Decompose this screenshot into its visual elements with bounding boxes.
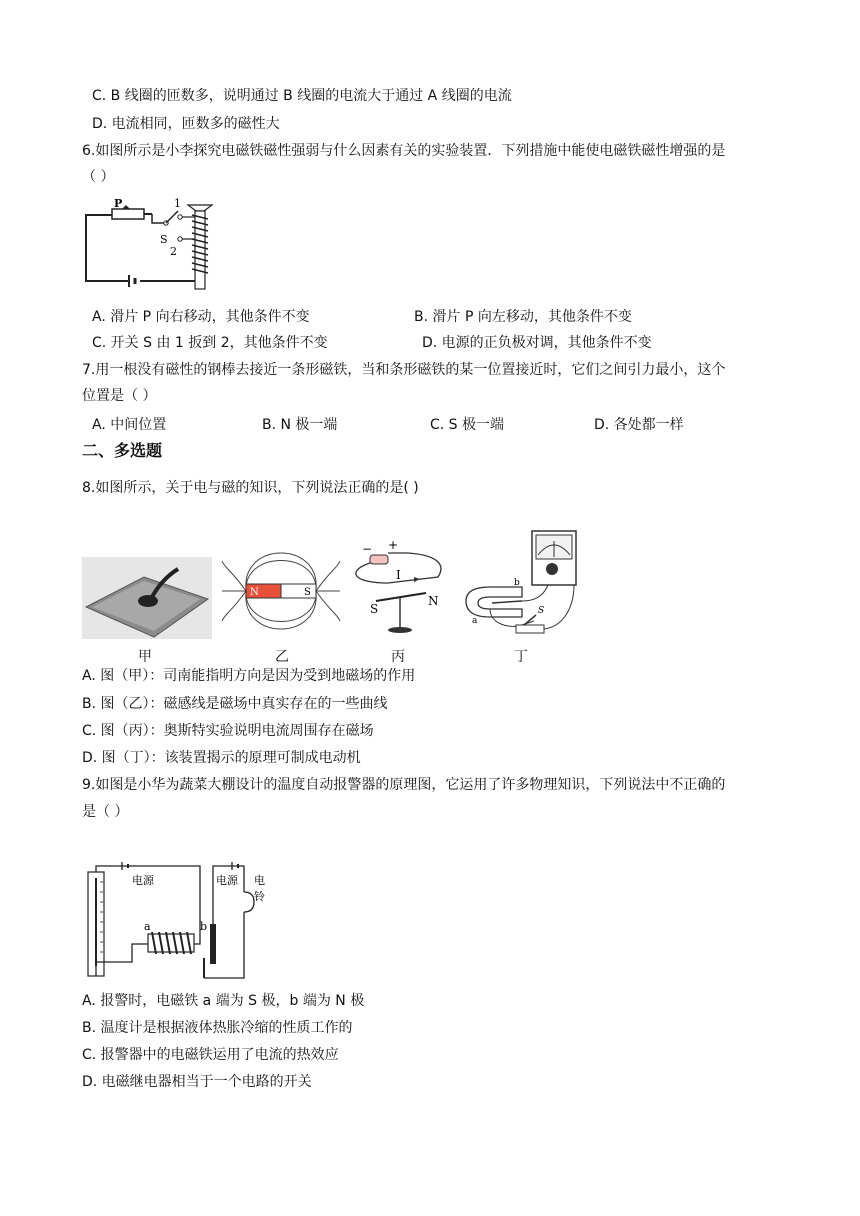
q8-bing-label-n: N: [428, 594, 439, 608]
q8-option-c: C. 图（丙）：奥斯特实验说明电流周围存在磁场: [82, 723, 374, 739]
q5-option-d: D. 电流相同，匝数多的磁性大: [92, 116, 280, 132]
q8-caption-bing: 丙: [391, 649, 405, 665]
q6-stem: 6.如图所示是小李探究电磁铁磁性强弱与什么因素有关的实验装置．下列措施中能使电磁铁磁性增强的是: [82, 143, 726, 159]
q9-label-power-left: 电源: [132, 874, 154, 887]
q9-option-c: C. 报警器中的电磁铁运用了电流的热效应: [82, 1047, 339, 1063]
q8-ding-label-b: b: [514, 578, 520, 588]
q6-electromagnet-figure: [82, 195, 222, 297]
q5-option-c: C. B 线圈的匝数多，说明通过 B 线圈的电流大于通过 A 线圈的电流: [92, 88, 512, 104]
q9-stem: 9.如图是小华为蔬菜大棚设计的温度自动报警器的原理图，它运用了许多物理知识，下列说法中不正确的: [82, 777, 726, 793]
q6-option-b: B. 滑片 P 向左移动，其他条件不变: [414, 309, 632, 325]
q8-yi-label-s: S: [304, 587, 311, 598]
q7-option-b: B. N 极一端: [262, 417, 338, 433]
q6-label-p: P: [114, 197, 123, 210]
q7-option-c: C. S 极一端: [430, 417, 505, 433]
q6-stem-blank: （ ）: [82, 169, 115, 185]
q9-label-bell-top: 电: [254, 874, 265, 887]
q8-ding-label-a: a: [472, 616, 478, 626]
q7-stem: 7.用一根没有磁性的钢棒去接近一条形磁铁，当和条形磁铁的某一位置接近时，它们之间引力最小，这个: [82, 362, 726, 378]
q8-option-d: D. 图（丁）：该装置揭示的原理可制成电动机: [82, 750, 361, 766]
q9-label-power-right: 电源: [216, 874, 238, 887]
q8-yi-label-n: N: [250, 587, 259, 598]
q8-bing-label-plus: +: [388, 538, 399, 552]
q8-option-a: A. 图（甲）：司南能指明方向是因为受到地磁场的作用: [82, 668, 416, 684]
q8-ding-label-s: S: [538, 606, 545, 616]
q6-label-s: S: [160, 233, 168, 246]
q8-figure-bing-oersted: [348, 537, 448, 637]
q8-figure-ding-apparatus: [462, 529, 590, 641]
q8-caption-jia: 甲: [138, 649, 152, 665]
q8-figure-jia-sinan: [82, 557, 212, 639]
q9-alarm-circuit-figure: [82, 862, 265, 980]
q6-option-d: D. 电源的正负极对调，其他条件不变: [422, 335, 652, 351]
q8-figure-yi-magnet-field: [222, 541, 340, 641]
q6-label-2: 2: [170, 245, 177, 258]
q8-option-b: B. 图（乙）：磁感线是磁场中真实存在的一些曲线: [82, 696, 388, 712]
q6-option-c: C. 开关 S 由 1 扳到 2，其他条件不变: [92, 335, 328, 351]
q7-option-d: D. 各处都一样: [594, 417, 684, 433]
q8-caption-ding: 丁: [514, 649, 528, 665]
q9-option-a: A. 报警时，电磁铁 a 端为 S 极，b 端为 N 极: [82, 993, 365, 1009]
q9-label-bell-bottom: 铃: [254, 890, 265, 903]
q9-option-d: D. 电磁继电器相当于一个电路的开关: [82, 1074, 312, 1090]
section-multi-choice-title: 二、多选题: [82, 441, 163, 460]
q7-option-a: A. 中间位置: [92, 417, 167, 433]
q8-bing-label-minus: −: [362, 542, 373, 556]
q6-label-1: 1: [174, 197, 181, 210]
q7-stem-cont: 位置是（ ）: [82, 388, 157, 404]
q6-option-a: A. 滑片 P 向右移动，其他条件不变: [92, 309, 310, 325]
q9-option-b: B. 温度计是根据液体热胀冷缩的性质工作的: [82, 1020, 353, 1036]
q9-label-b: b: [200, 920, 208, 933]
q8-caption-yi: 乙: [275, 649, 289, 665]
q8-bing-label-s: S: [370, 602, 379, 616]
q9-stem-cont: 是（ ）: [82, 804, 129, 820]
q9-label-a: a: [144, 920, 151, 933]
q8-bing-label-i: I: [396, 568, 401, 582]
q8-stem: 8.如图所示，关于电与磁的知识，下列说法正确的是( ): [82, 480, 419, 496]
